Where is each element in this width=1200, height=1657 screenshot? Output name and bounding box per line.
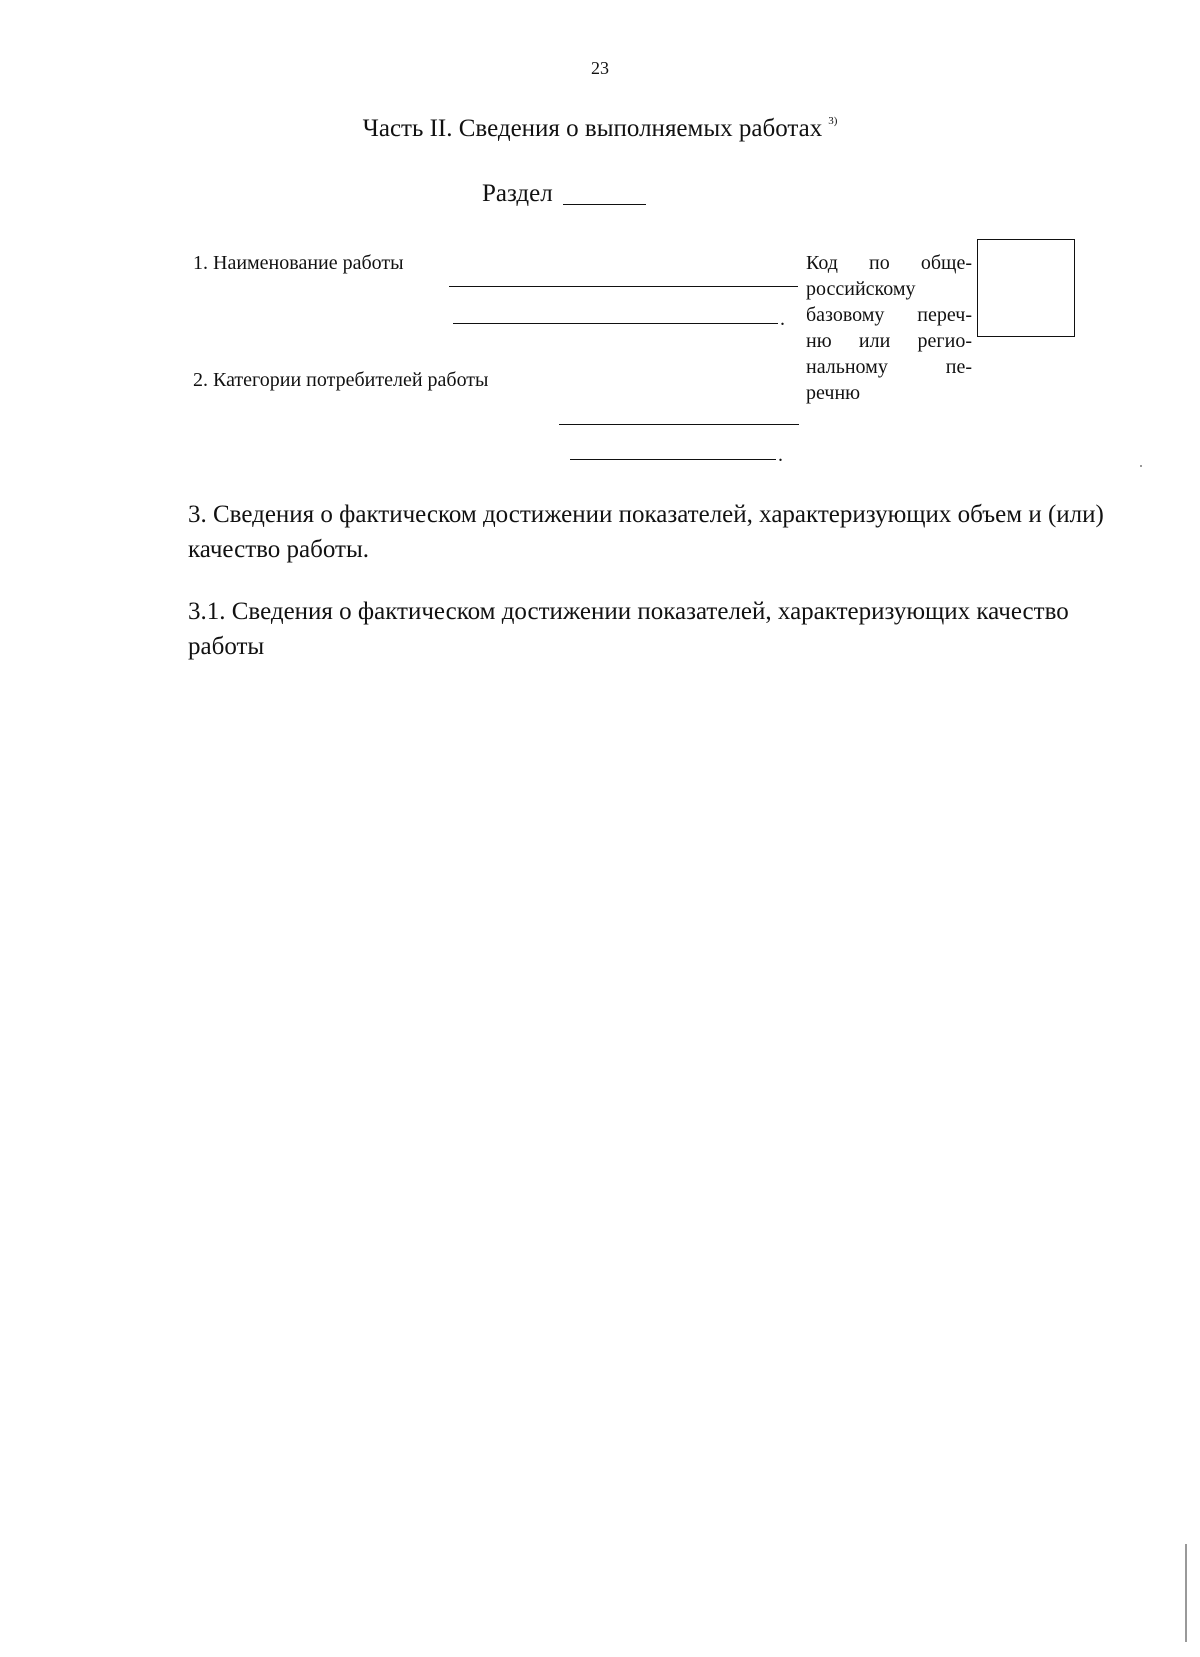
section-heading bbox=[482, 180, 646, 208]
page-number: 23 bbox=[591, 58, 609, 78]
part-title-footnote: 3) bbox=[828, 115, 838, 127]
consumer-categories-label: 2. Категории потребителей работы bbox=[193, 369, 489, 391]
work-name-label: 1. Наименование работы bbox=[193, 252, 404, 274]
section-number-blank[interactable] bbox=[563, 182, 646, 205]
code-label bbox=[806, 250, 972, 406]
consumer-categories-end-dot: . bbox=[778, 444, 783, 466]
code-label-line: ню или регио- bbox=[806, 330, 972, 352]
work-name-line-1[interactable] bbox=[449, 286, 798, 287]
part-title bbox=[0, 115, 1200, 143]
work-name-line-2[interactable] bbox=[453, 323, 778, 324]
scan-speck bbox=[1140, 465, 1142, 467]
section-label: Раздел bbox=[482, 180, 553, 207]
code-input-box[interactable] bbox=[977, 239, 1075, 337]
code-label-line: базовому переч- bbox=[806, 304, 972, 326]
consumer-categories-line-1[interactable] bbox=[559, 424, 799, 425]
part-title-text: Часть II. Сведения о выполняемых работах bbox=[362, 115, 823, 142]
consumer-categories-line-2[interactable] bbox=[570, 459, 776, 460]
scan-edge-mark bbox=[1185, 1544, 1187, 1642]
work-name-end-dot: . bbox=[780, 308, 785, 330]
code-label-line: российскому bbox=[806, 278, 916, 300]
code-label-line: Код по обще- bbox=[806, 252, 972, 274]
code-label-line: нальному пе- bbox=[806, 356, 972, 378]
code-label-line: речню bbox=[806, 382, 861, 404]
heading-3-1: 3.1. Сведения о фактическом достижении показателей, характеризующих качество работы bbox=[188, 598, 1069, 660]
heading-3: 3. Сведения о фактическом достижении показателей, характеризующих объем и (или) качество работы. bbox=[188, 501, 1104, 563]
